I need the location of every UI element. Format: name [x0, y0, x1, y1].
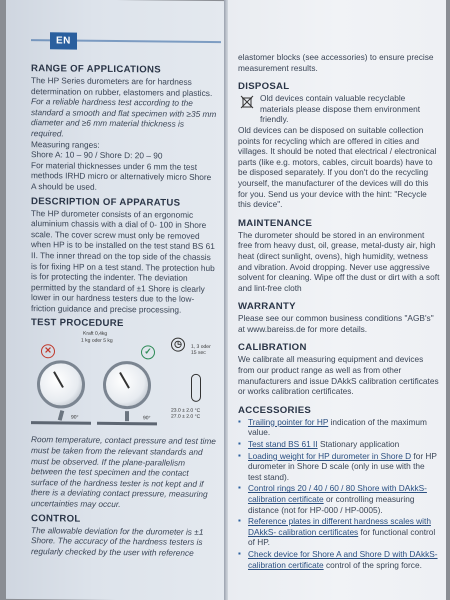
wrong-mark-icon: ✕: [41, 345, 55, 359]
accessory-text: or controlling measuring distance (not for HP-000 / HP-0005).: [248, 494, 415, 515]
maintenance-heading: MAINTENANCE: [238, 217, 313, 229]
apparatus-heading: DESCRIPTION OF APPARATUS: [31, 195, 181, 209]
fig-force-label-2: 1 kg oder 5 kg: [81, 338, 113, 345]
accessory-item: [238, 516, 440, 548]
fig-temp-label: 23.0 ± 2.0 °C: [171, 408, 201, 415]
accessory-link: Test stand BS 61 II: [248, 439, 318, 450]
maintenance-section: [238, 218, 440, 294]
accessory-item: [238, 483, 440, 515]
range-p5: For material thicknesses under 6 mm the test methods IRHD micro or alternatively micro Shore A should be used.: [31, 159, 212, 192]
accessory-item: [238, 417, 440, 438]
apparatus-p1: The HP durometer consists of an ergonomic aluminium chassis with a dial of 0- 100 in Shore scale. The cover screw must only be removed when HP is to be installed on the test stand BS 61 II. The inner thread on the top side of the chassis is for fixing HP on a test stand. The protection hub is for protecting the indenter. The deviation permitted by the standard of ±1 Shore is clearly lower in our hardness testers due to the low-friction guidance and precise processing.: [31, 207, 215, 315]
accessory-item: [238, 439, 440, 450]
fig-force-label: Kraft 0,4kg: [83, 331, 108, 338]
timer-icon: ◷: [171, 338, 185, 352]
warranty-p1: Please see our common business conditions "AGB's" at www.bareiss.de for more details.: [238, 313, 434, 334]
procedure-heading: TEST PROCEDURE: [31, 317, 124, 330]
fig-angle-good-label: 90°: [143, 415, 151, 422]
specimen-surface-good: [97, 422, 157, 426]
disposal-p2: Old devices can be disposed on suitable collection points for recycling which are offered in cities and villages. It should be noted that electrical / electronical parts (like e.g. motors, cables, circuit boards) have to be disposed separately. If you don't do the recycling yourself, the manufacturer of the devices will do this for you. Send us your device with the hint: "Recycle this device".: [238, 124, 437, 210]
accessory-link: Reference plates in different hardness scales with DAkkS- calibration certificates: [248, 516, 431, 537]
maintenance-p1: The durometer should be stored in an environment free from heavy dust, oil, grease, metal-dusty air, high heat (direct sunlight, ovens), high humidity, wetness and vibration. Avoid dropping. Never use aggressive solvent for cleaning. Wipe off the dust or dirt with a soft and lint-free cloth: [238, 229, 440, 293]
accessory-link: Loading weight for HP durometer in Shore D: [248, 450, 412, 461]
crossed-bin-icon: [240, 95, 254, 109]
accessory-link: Check device for Shore A and Shore D with DAkkS-calibration certificate: [248, 548, 438, 570]
accessory-item: [238, 549, 440, 570]
accessories-list: [238, 417, 440, 570]
accessory-link: Control rings 20 / 40 / 60 / 80 Shore with DAkkS-calibration certificate: [248, 483, 427, 504]
indenter-stem-straight: [125, 412, 129, 422]
left-page: [6, 0, 226, 600]
accessory-text: control of the spring force.: [323, 559, 422, 570]
fig-angle-bad-label: 90°: [71, 414, 79, 422]
range-p3: Measuring ranges:: [31, 138, 100, 150]
disposal-p-icon: Old devices contain valuable recyclable materials please dispose them environment friendly.: [260, 93, 421, 125]
calibration-p1: We calibrate all measuring equipment and devices from our product range as well as from other manufacturers and issue DAkkS calibration certificates or works calibration certificates.: [238, 354, 439, 397]
disposal-heading: DISPOSAL: [238, 81, 290, 93]
accessories-section: [238, 405, 440, 570]
procedure-figure: [31, 331, 218, 433]
range-p4: Shore A: 10 – 90 / Shore D: 20 – 90: [31, 149, 163, 161]
thermometer-icon: [191, 374, 201, 402]
range-heading: RANGE OF APPLICATIONS: [31, 63, 161, 76]
accessory-link: Trailing pointer for HP: [248, 416, 329, 427]
accessories-heading: ACCESSORIES: [238, 404, 312, 416]
control-p1: The allowable deviation for the durometer is ±1 Shore. The accuracy of the hardness testers is regularly checked by the user with reference: [31, 524, 204, 558]
control-heading: CONTROL: [31, 512, 81, 525]
disposal-section: [238, 81, 440, 210]
apparatus-section: [31, 196, 218, 316]
accessory-text: for HP durometer in Shore D scale (only in use with the test stand).: [248, 450, 437, 482]
warranty-heading: WARRANTY: [238, 301, 296, 313]
fig-time-label-2: 15 sec: [191, 350, 206, 357]
correct-mark-icon: ✓: [141, 346, 155, 360]
range-p2: For a reliable hardness test according to the standard a smooth and flat specimen with ≥35 mm diameter and ≥6 mm material thickness is required.: [31, 96, 217, 139]
fig-temp-label-2: 27.0 ± 2.0 °C: [171, 414, 201, 421]
durometer-dial-tilted-icon: [37, 361, 85, 410]
range-section: [31, 63, 218, 193]
durometer-dial-straight-icon: [103, 361, 151, 410]
calibration-heading: CALIBRATION: [238, 342, 307, 354]
fig-time-label: 1, 3 oder: [191, 344, 211, 351]
procedure-p1: Room temperature, contact pressure and test time must be taken from the relevant standards and must be observed. If the plane-parallelism between the test specimen and the contact surface of the hardness tester is not kept and if there is a deviating contact pressure, measuring uncertainties may occur.: [31, 434, 216, 510]
specimen-surface-bad: [31, 422, 91, 426]
disposal-icon-row: [238, 93, 440, 125]
accessory-text: indication of the maximum value.: [248, 416, 427, 438]
control-continued: elastomer blocks (see accessories) to ensure precise measurement results.: [238, 52, 434, 73]
indenter-stem-tilted: [58, 411, 64, 422]
control-section: [31, 513, 218, 559]
range-p1: The HP Series durometers are for hardness determination on rubber, elastomers and plastics.: [31, 75, 213, 98]
calibration-section: [238, 342, 440, 396]
language-badge: EN: [50, 32, 77, 49]
right-page: [228, 0, 446, 600]
accessory-text: for functional control of HP.: [248, 526, 436, 548]
procedure-section: [31, 318, 218, 511]
accessory-text: Stationary application: [317, 439, 400, 450]
accessory-item: [238, 451, 440, 483]
warranty-section: [238, 301, 440, 334]
